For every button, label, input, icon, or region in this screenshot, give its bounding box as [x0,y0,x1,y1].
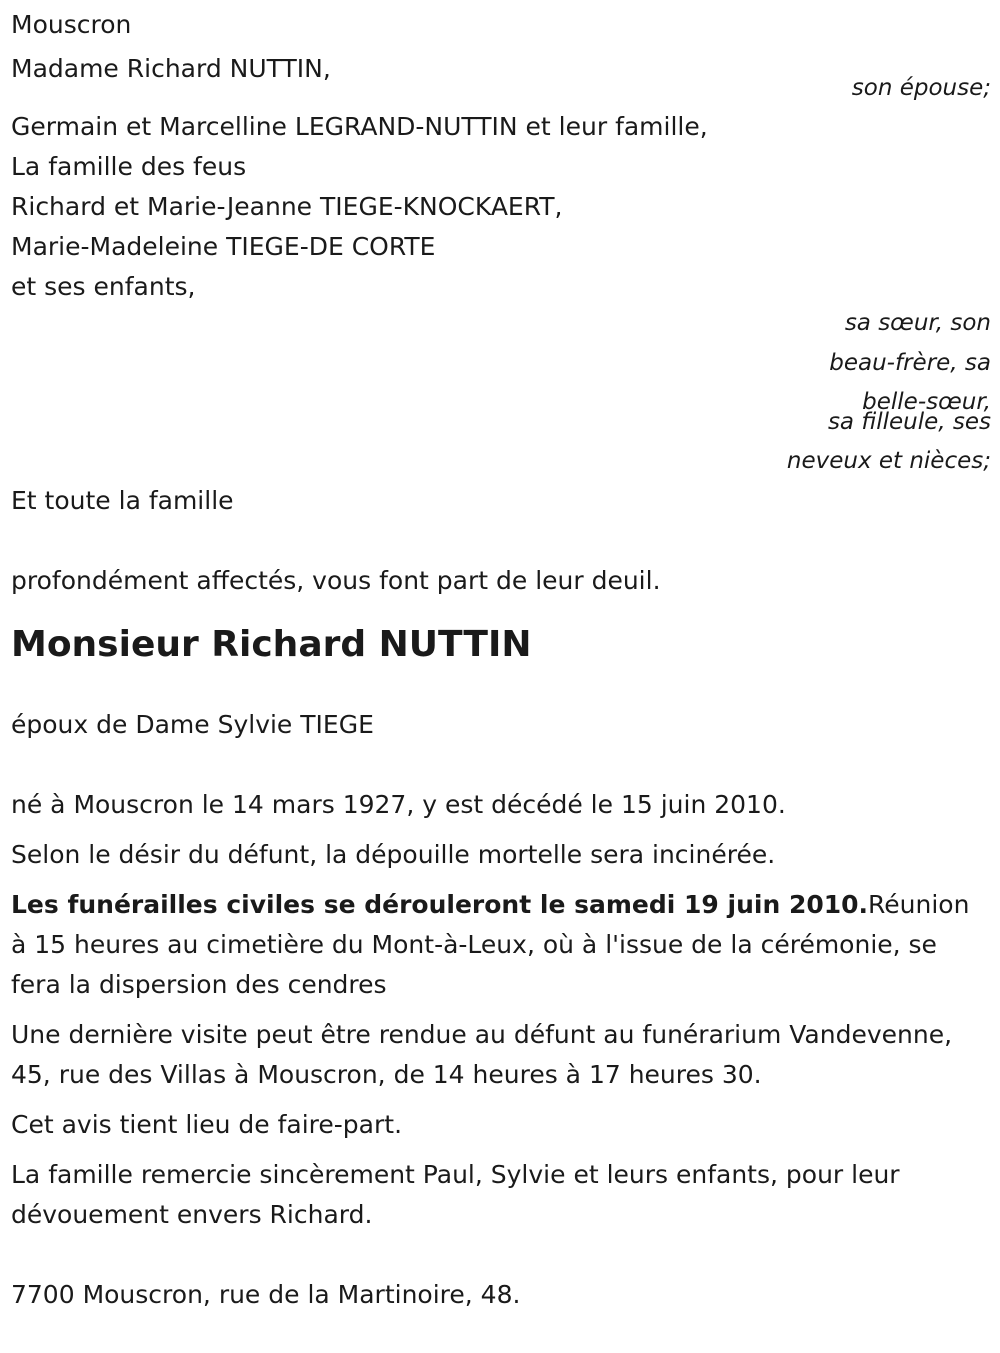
city-heading: Mouscron [11,10,132,39]
family-line: Marie-Madeleine TIEGE-DE CORTE [11,232,436,261]
deceased-name: Monsieur Richard NUTTIN [11,624,532,665]
birth-death-line: né à Mouscron le 14 mars 1927, y est décédé le 15 juin 2010. [11,790,786,819]
notice-paragraph: Cet avis tient lieu de faire-part. [11,1110,403,1139]
family-lines [11,107,991,307]
all-family-line: Et toute la famille [11,486,234,515]
relation-role: sa filleule, ses [827,409,991,435]
spouse-role: son épouse; [851,75,991,101]
relation-role: neveux et nièces; [786,448,991,474]
cremation-paragraph: Selon le désir du défunt, la dépouille mortelle sera incinérée. [11,840,776,869]
family-line: et ses enfants, [11,272,196,301]
family-line: La famille des feus [11,152,247,181]
visit-paragraph: Une dernière visite peut être rendue au défunt au funérarium Vandevenne, 45, rue des Villas à Mouscron, de 14 heures à 17 heures 30. [11,1020,953,1089]
family-line: Richard et Marie-Jeanne TIEGE-KNOCKAERT, [11,192,563,221]
relation-role: sa sœur, son [844,310,991,336]
funeral-paragraph [11,885,991,1005]
spouse-of-line: époux de Dame Sylvie TIEGE [11,710,374,739]
spouse-line: Madame Richard NUTTIN, [11,54,331,83]
funeral-details-text: Réunion à 15 heures au cimetière du Mont-à-Leux, où à l'issue de la cérémonie, se fera la dispersion des cendres [11,890,970,999]
address-line: 7700 Mouscron, rue de la Martinoire, 48. [11,1280,521,1309]
announcement-line: profondément affectés, vous font part de leur deuil. [11,566,661,595]
family-line: Germain et Marcelline LEGRAND-NUTTIN et leur famille, [11,112,708,141]
obituary-document [11,5,991,1315]
relation-role: beau-frère, sa [829,350,991,376]
funeral-date-text: Les funérailles civiles se dérouleront le samedi 19 juin 2010. [11,890,869,919]
relation-role: belle-sœur, [862,389,991,415]
relation-roles [11,303,991,481]
thanks-paragraph: La famille remercie sincèrement Paul, Sylvie et leurs enfants, pour leur dévouement envers Richard. [11,1160,900,1229]
